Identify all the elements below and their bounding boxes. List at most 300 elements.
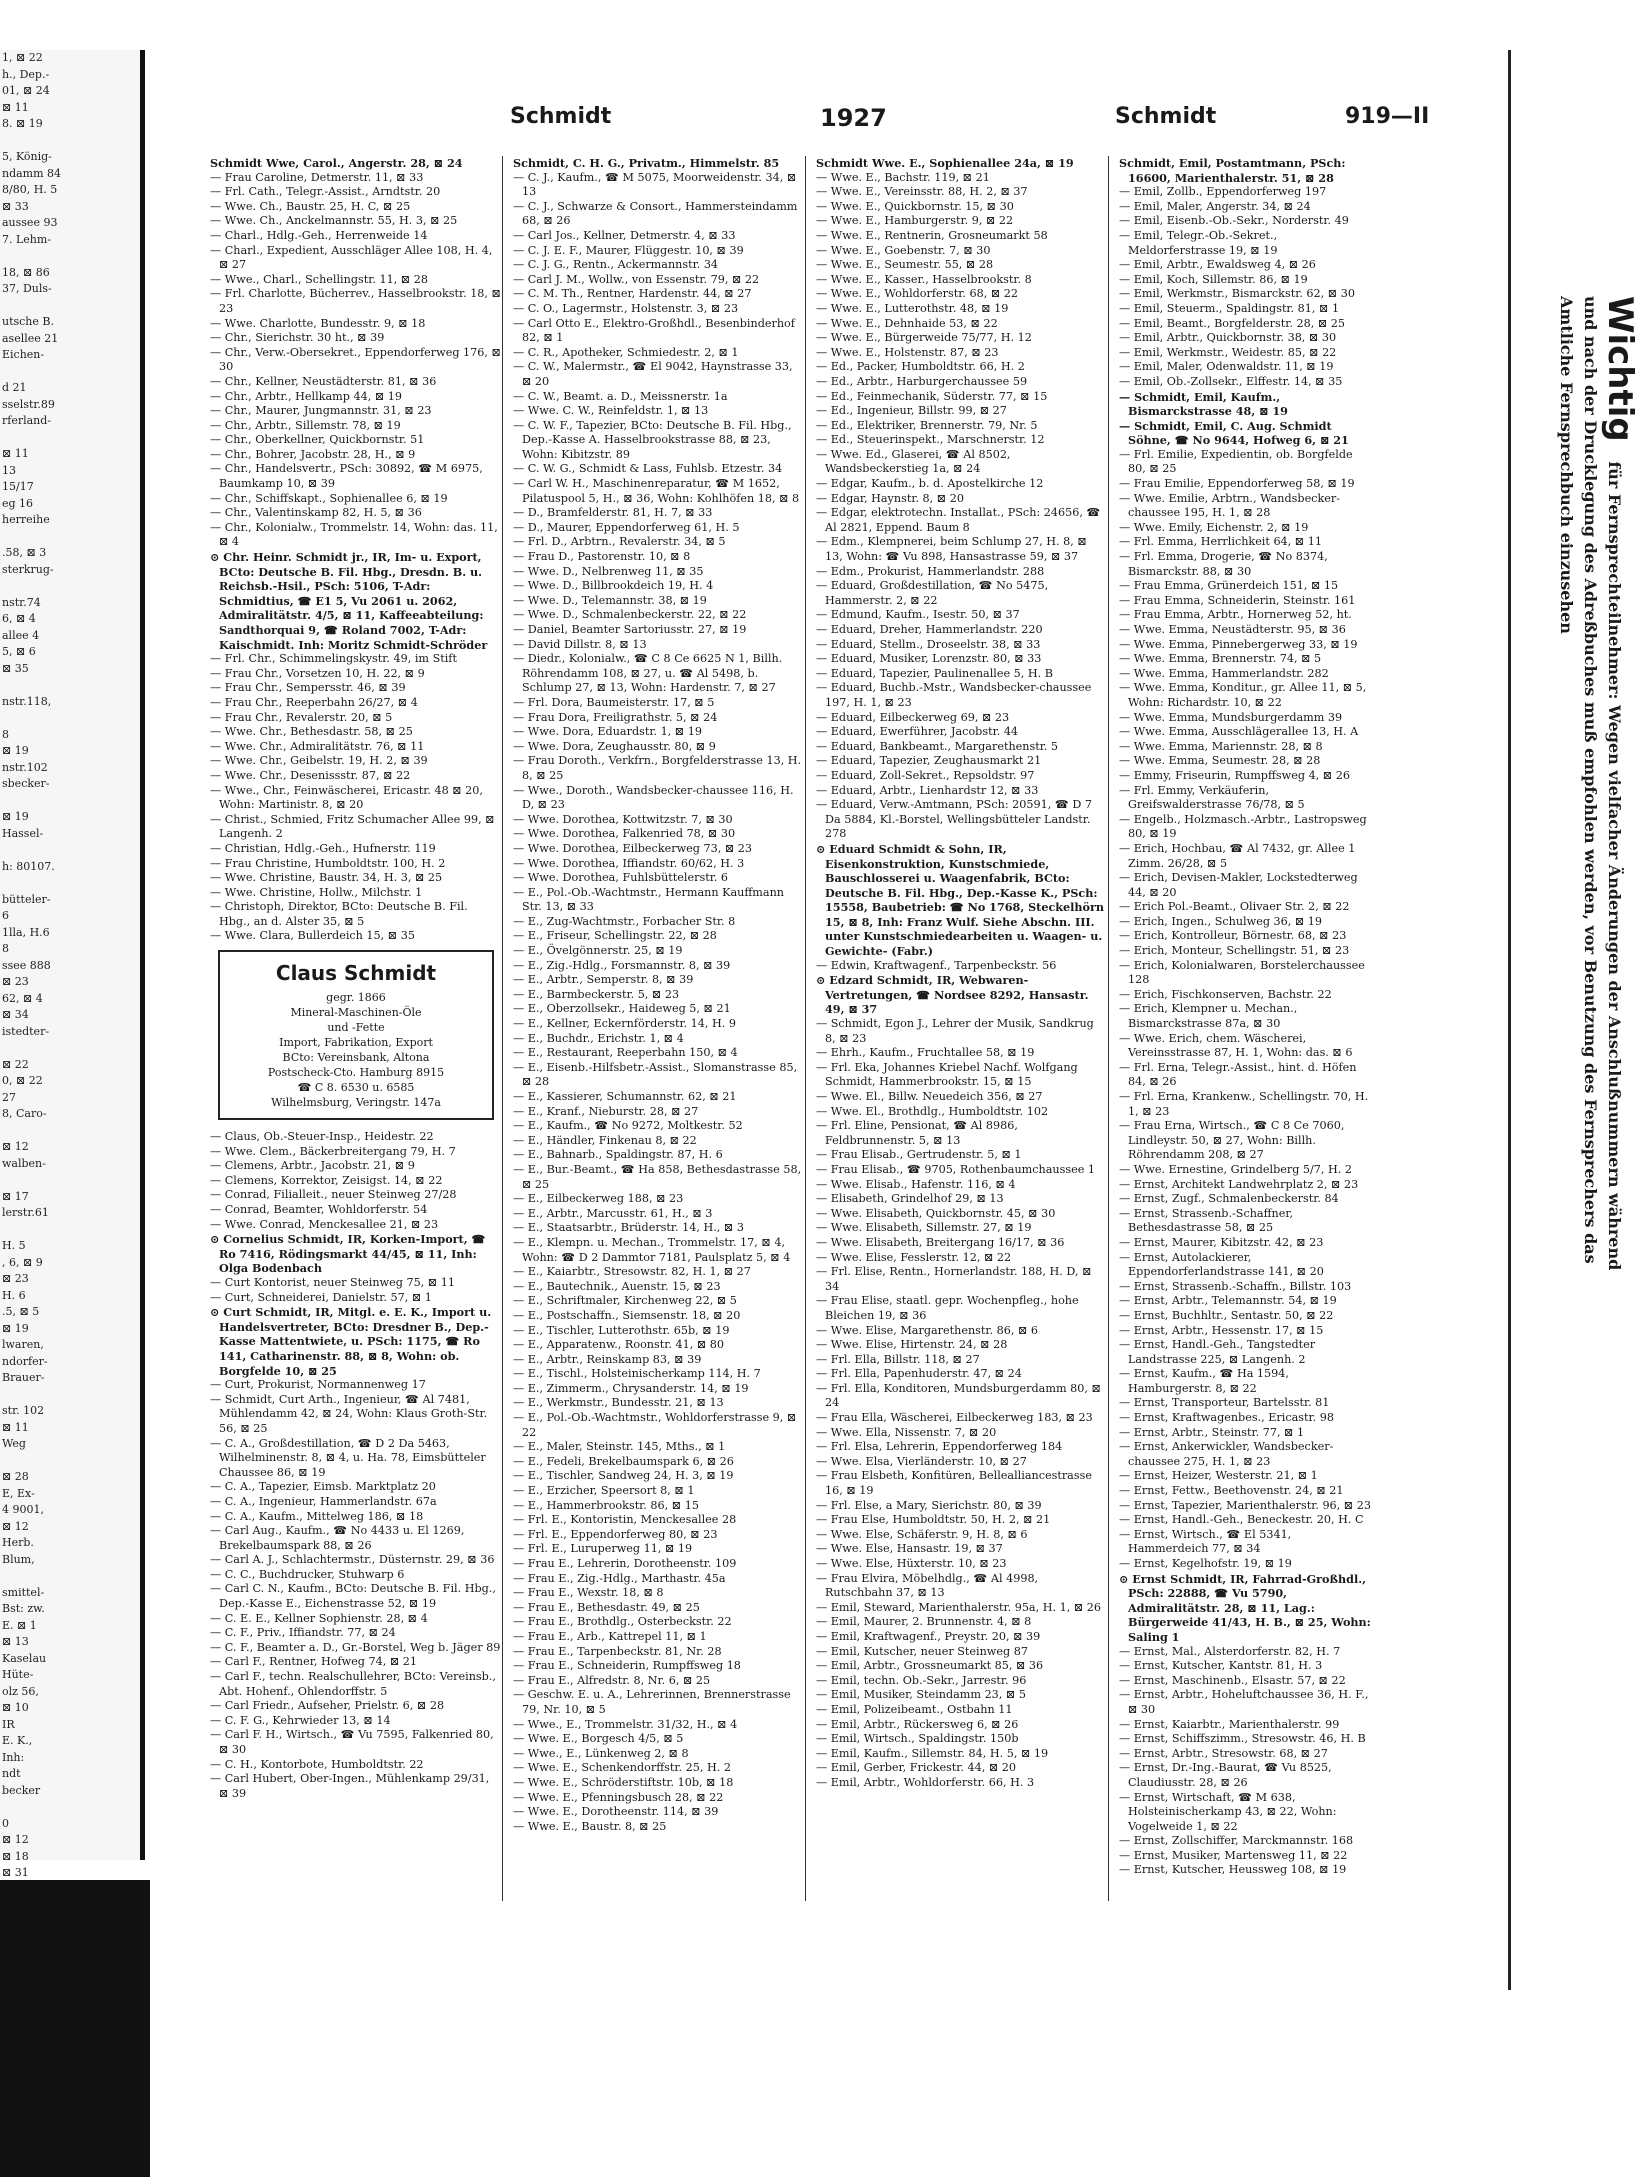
edge-fragment — [0, 1040, 140, 1057]
directory-entry: ⊙ Ernst Schmidt, IR, Fahrrad-Großhdl., PSch: 22888, ☎ Vu 5790, Admiralitätstr. 28, ⊠ 11, Lag.: Bürgerweide 41/43, H. B., ⊠ 25, Wohn: Saling 1 — [1119, 1571, 1371, 1644]
directory-entry: — Emil, Maler, Angerstr. 34, ⊠ 24 — [1119, 199, 1311, 213]
ad-line: und -Fette — [327, 1021, 385, 1035]
directory-entry: — Wwe. E., Wohldorferstr. 68, ⊠ 22 — [816, 287, 1018, 301]
directory-columns — [210, 156, 1440, 1916]
edge-fragment: ⊠ 18 — [2, 1849, 29, 1863]
directory-entry: — Ernst, Arbtr., Steinstr. 77, ⊠ 1 — [1119, 1425, 1305, 1439]
directory-entry: — Wwe. Ella, Nissenstr. 7, ⊠ 20 — [816, 1425, 997, 1439]
directory-entry: — Frl. D., Arbtrn., Revalerstr. 34, ⊠ 5 — [513, 535, 726, 549]
edge-fragment: ⊠ 19 — [2, 810, 29, 823]
directory-entry: — Frau Dora, Freiligrathstr. 5, ⊠ 24 — [513, 710, 718, 724]
directory-entry: — E., Zimmerm., Chrysanderstr. 14, ⊠ 19 — [513, 1381, 749, 1395]
edge-fragment: ⊠ 12 — [2, 1833, 29, 1846]
edge-fragment: .5, ⊠ 5 — [2, 1305, 40, 1318]
directory-entry: ⊙ Chr. Heinr. Schmidt jr., IR, Im- u. Export, BCto: Deutsche B. Fil. Hbg., Dresdn. B. u. Reichsb.-Hsil., PSch: 5106, T-Adr: Schmidtius, ☎ E1 5, Vu 2061 u. 2062, Admiralitätstr. 4/5, ⊠ 11, Kaffeeabteilung: Sandthorquai 9, ☎ Roland 7002, T-Adr: Kaischmidt. Inh: Moritz Schmidt-Schröder — [210, 550, 488, 652]
directory-entry: — Frau Elise, staatl. gepr. Wochenpfleg., hohe Bleichen 19, ⊠ 36 — [816, 1294, 1079, 1322]
directory-entry: — C. C., Buchdrucker, Stuhwarp 6 — [210, 1567, 405, 1581]
directory-entry: — Wwe. Emma, Brennerstr. 74, ⊠ 5 — [1119, 652, 1322, 666]
scan-border — [0, 1880, 150, 2177]
directory-entry: — Wwe. E., Schröderstiftstr. 10b, ⊠ 18 — [513, 1775, 734, 1789]
edge-fragment: ⊠ 17 — [2, 1189, 29, 1203]
edge-fragment: Bst: zw. — [2, 1602, 45, 1615]
directory-entry: — Wwe. E., Pfenningsbusch 28, ⊠ 22 — [513, 1790, 724, 1804]
directory-entry: — Schmidt, Curt Arth., Ingenieur, ☎ Al 7481, Mühlendamm 42, ⊠ 24, Wohn: Klaus Groth-Str. 56, ⊠ 25 — [210, 1392, 488, 1435]
edge-fragment: h: 80107. — [2, 859, 55, 873]
directory-entry: — Wwe. Ch., Baustr. 25, H. C, ⊠ 25 — [210, 199, 411, 213]
directory-entry: — E., Restaurant, Reeperbahn 150, ⊠ 4 — [513, 1046, 738, 1060]
directory-entry: — E., Maler, Steinstr. 145, Mths., ⊠ 1 — [513, 1440, 726, 1454]
directory-entry: — Emil, Arbtr., Quickbornstr. 38, ⊠ 30 — [1119, 331, 1337, 345]
directory-entry: — Frau Elisab., ☎ 9705, Rothenbaumchaussee 1 — [816, 1162, 1095, 1176]
directory-entry: — Emil, Wirtsch., Spaldingstr. 150b — [816, 1732, 1019, 1746]
directory-entry: — Frau Chr., Revalerstr. 20, ⊠ 5 — [210, 710, 393, 724]
directory-entry: — E., Arbtr., Semperstr. 8, ⊠ 39 — [513, 973, 694, 987]
directory-entry: — Erich, Kolonialwaren, Borstelerchaussee 128 — [1119, 958, 1365, 987]
directory-entry: — Chr., Verw.-Obersekret., Eppendorferweg 176, ⊠ 30 — [210, 345, 501, 374]
edge-fragment: 1lla, H.6 — [2, 925, 50, 939]
edge-fragment: ⊠ 33 — [2, 199, 29, 213]
directory-entry: — Wwe. Elise, Fesslerstr. 12, ⊠ 22 — [816, 1250, 1012, 1264]
edge-fragment: H. 6 — [2, 1288, 26, 1302]
edge-fragment — [0, 298, 140, 315]
directory-entry: — Wwe. E., Quickbornstr. 15, ⊠ 30 — [816, 199, 1014, 213]
directory-entry: — Ernst, Arbtr., Stresowstr. 68, ⊠ 27 — [1119, 1746, 1328, 1760]
directory-entry: — Ernst, Musiker, Martensweg 11, ⊠ 22 — [1119, 1848, 1348, 1862]
directory-entry: — Ed., Elektriker, Brennerstr. 79, Nr. 5 — [816, 418, 1038, 432]
directory-entry: — Eduard, Ewerführer, Jacobstr. 44 — [816, 725, 1019, 739]
directory-entry: — Eduard, Arbtr., Lienhardstr 12, ⊠ 33 — [816, 783, 1039, 797]
directory-entry: — Frau Elsbeth, Konfitüren, Bellealliancestrasse 16, ⊠ 19 — [816, 1469, 1092, 1498]
edge-fragment: ⊠ 23 — [2, 1272, 29, 1285]
directory-entry: — E., Eilbeckerweg 188, ⊠ 23 — [513, 1192, 684, 1206]
directory-entry: — Frl. E., Luruperweg 11, ⊠ 19 — [513, 1542, 693, 1556]
directory-entry: — Frl. Erna, Krankenw., Schellingstr. 70, H. 1, ⊠ 23 — [1119, 1090, 1369, 1118]
directory-entry: — Wwe. Chr., Bethesdastr. 58, ⊠ 25 — [210, 725, 413, 739]
directory-entry: — Curt, Prokurist, Normannenweg 17 — [210, 1378, 426, 1392]
edge-fragment: allee 4 — [2, 628, 40, 642]
directory-entry: — Ernst, Fettw., Beethovenstr. 24, ⊠ 21 — [1119, 1484, 1344, 1498]
directory-entry: — Wwe. Christine, Hollw., Milchstr. 1 — [210, 885, 423, 899]
ad-line: BCto: Vereinsbank, Altona — [282, 1051, 430, 1065]
directory-entry: — Frl. Emilie, Expedientin, ob. Borgfelde 80, ⊠ 25 — [1119, 447, 1353, 476]
edge-fragment: ⊠ 12 — [2, 1140, 29, 1153]
directory-entry: — Wwe. Clara, Bullerdeich 15, ⊠ 35 — [210, 929, 415, 943]
directory-entry: — Frau E., Brothdlg., Osterbeckstr. 22 — [513, 1615, 732, 1629]
directory-entry: — Erich, Monteur, Schellingstr. 51, ⊠ 23 — [1119, 944, 1350, 958]
edge-fragment: sselstr.89 — [2, 397, 55, 411]
directory-entry: — Ernst, Kaiarbtr., Marienthalerstr. 99 — [1119, 1717, 1340, 1731]
directory-entry: — Frl. Elise, Rentn., Hornerlandstr. 188, H. D, ⊠ 34 — [816, 1265, 1092, 1293]
directory-entry: — Frl. Cath., Telegr.-Assist., Arndtstr. 20 — [210, 185, 441, 199]
directory-entry: — Wwe. Charlotte, Bundesstr. 9, ⊠ 18 — [210, 316, 426, 330]
directory-entry: — Wwe. Else, Hansastr. 19, ⊠ 37 — [816, 1542, 1003, 1556]
directory-entry: — Wwe. Emma, Ausschlägerallee 13, H. A — [1119, 725, 1359, 739]
directory-entry: — Wwe. Dorothea, Iffiandstr. 60/62, H. 3 — [513, 856, 745, 870]
directory-entry: — E., Barmbeckerstr. 5, ⊠ 23 — [513, 987, 680, 1001]
directory-entry: — Ed., Feinmechanik, Süderstr. 77, ⊠ 15 — [816, 389, 1048, 403]
directory-entry: — Emil, Polizeibeamt., Ostbahn 11 — [816, 1702, 1013, 1716]
directory-entry: — Wwe. Ed., Glaserei, ☎ Al 8502, Wandsbeckerstieg 1a, ⊠ 24 — [816, 447, 1011, 476]
directory-entry: — Ernst, Maschinenb., Elsastr. 57, ⊠ 22 — [1119, 1673, 1346, 1687]
directory-entry: — Wwe. E., Schenkendorffstr. 25, H. 2 — [513, 1761, 731, 1775]
directory-entry: — Chr., Bohrer, Jacobstr. 28, H., ⊠ 9 — [210, 447, 416, 461]
directory-entry: — Erich, Hochbau, ☎ Al 7432, gr. Allee 1 Zimm. 26/28, ⊠ 5 — [1119, 841, 1356, 870]
directory-entry: — Ernst, Transporteur, Bartelsstr. 81 — [1119, 1396, 1330, 1410]
directory-entry: ⊙ Edzard Schmidt, IR, Webwaren-Vertretungen, ☎ Nordsee 8292, Hansastr. 49, ⊠ 37 — [816, 973, 1089, 1017]
directory-entry: — Schmidt, Egon J., Lehrer der Musik, Sandkrug 8, ⊠ 23 — [816, 1017, 1094, 1045]
directory-entry: — Clemens, Korrektor, Zeisigst. 14, ⊠ 22 — [210, 1173, 443, 1187]
directory-entry: — Emil, Ob.-Zollsekr., Elffestr. 14, ⊠ 35 — [1119, 374, 1343, 388]
directory-entry: — Wwe. Emilie, Arbtrn., Wandsbecker-chaussee 195, H. 1, ⊠ 28 — [1119, 491, 1340, 520]
directory-entry: — Frau E., Zig.-Hdlg., Marthastr. 45a — [513, 1571, 726, 1585]
directory-entry: — Ernst, Arbtr., Telemannstr. 54, ⊠ 19 — [1119, 1294, 1337, 1308]
edge-fragment: 4 9001, — [2, 1503, 44, 1516]
directory-entry: — Wwe. El., Billw. Neuedeich 356, ⊠ 27 — [816, 1090, 1043, 1103]
ad-title: Claus Schmidt — [275, 961, 437, 986]
edge-fragment — [0, 1222, 140, 1239]
directory-entry: — Curt Kontorist, neuer Steinweg 75, ⊠ 11 — [210, 1276, 455, 1289]
directory-entry: — Wwe. C. W., Reinfeldstr. 1, ⊠ 13 — [513, 404, 709, 418]
edge-fragment: Blum, — [2, 1552, 35, 1566]
directory-entry: — Ernst, Handl.-Geh., Tangstedter Landstrasse 225, ⊠ Langenh. 2 — [1119, 1338, 1316, 1366]
edge-fragment — [0, 133, 140, 150]
directory-entry: — C. A., Ingenieur, Hammerlandstr. 67a — [210, 1494, 437, 1508]
edge-fragment: Herb. — [2, 1536, 34, 1549]
directory-entry: Schmidt Wwe, Carol., Angerstr. 28, ⊠ 24 — [210, 156, 463, 170]
edge-fragment: ⊠ 19 — [2, 1321, 29, 1335]
directory-entry: — Christ., Schmied, Fritz Schumacher Allee 99, ⊠ Langenh. 2 — [210, 812, 495, 841]
directory-entry: — Wwe. E., Hamburgerstr. 9, ⊠ 22 — [816, 214, 1014, 228]
directory-entry: Schmidt, Emil, Postamtmann, PSch: 16600, Marienthalerstr. 51, ⊠ 28 — [1119, 156, 1346, 185]
directory-entry: — D., Maurer, Eppendorferweg 61, H. 5 — [513, 520, 740, 534]
directory-entry: — E., Pol.-Ob.-Wachtmstr., Hermann Kauffmann Str. 13, ⊠ 33 — [513, 885, 784, 914]
directory-entry: — Wwe. D., Schmalenbeckerstr. 22, ⊠ 22 — [513, 608, 747, 622]
directory-entry: — Wwe. Elise, Hirtenstr. 24, ⊠ 28 — [816, 1338, 1008, 1352]
edge-fragment — [0, 710, 140, 727]
directory-entry: Schmidt, C. H. G., Privatm., Himmelstr. 85 — [513, 156, 780, 170]
edge-fragment: 1, ⊠ 22 — [2, 51, 43, 64]
directory-entry: — Chr., Maurer, Jungmannstr. 31, ⊠ 23 — [210, 404, 432, 418]
directory-entry: — E., Kaiarbtr., Stresowstr. 82, H. 1, ⊠ 27 — [513, 1265, 751, 1279]
directory-entry: — E., Övelgönnerstr. 25, ⊠ 19 — [513, 944, 683, 958]
directory-entry: — E., Tischler, Sandweg 24, H. 3, ⊠ 19 — [513, 1469, 734, 1483]
directory-entry: — E., Kaufm., ☎ No 9272, Moltkestr. 52 — [513, 1119, 743, 1133]
directory-entry: — Frau E., Alfredstr. 8, Nr. 6, ⊠ 25 — [513, 1673, 711, 1687]
edge-fragment: 37, Duls- — [2, 282, 52, 295]
edge-fragment: istedter- — [2, 1024, 50, 1038]
directory-entry: Schmidt Wwe. E., Sophienallee 24a, ⊠ 19 — [816, 156, 1074, 170]
directory-entry: — Edmund, Kaufm., Isestr. 50, ⊠ 37 — [816, 608, 1020, 622]
directory-entry: — C. F. G., Kehrwieder 13, ⊠ 14 — [210, 1713, 391, 1727]
directory-entry: — C. H., Kontorbote, Humboldtstr. 22 — [210, 1757, 424, 1771]
directory-entry: — Frau Christine, Humboldtstr. 100, H. 2 — [210, 856, 446, 870]
directory-entry: — Frau Caroline, Detmerstr. 11, ⊠ 33 — [210, 170, 424, 184]
directory-entry: ⊙ Eduard Schmidt & Sohn, IR, Eisenkonstruktion, Kunstschmiede, Bauschlosserei u. Waagenfabrik, BCto: Deutsche B. Fil. Hbg., Dep.-Kasse K., PSch: 15558, Baubetrieb: ☎ No 1768, Steckelhörn 15, ⊠ 8, Inh: Franz Wulf. Siehe Abschn. III. unter Kunstschmiedearbeiten u. Waagen- u. Gewichte- (Fabr.) — [816, 841, 1105, 959]
edge-fragment — [0, 529, 140, 546]
directory-entry: — C. J., Kaufm., ☎ M 5075, Moorweidenstr. 34, ⊠ 13 — [513, 170, 797, 199]
directory-entry: — Wwe. E., Lutterothstr. 48, ⊠ 19 — [816, 301, 1009, 315]
book-spine — [140, 50, 145, 1860]
directory-entry: — Frl. Elsa, Lehrerin, Eppendorferweg 184 — [816, 1440, 1063, 1454]
directory-entry: — Carl Hubert, Ober-Ingen., Mühlenkamp 29/31, ⊠ 39 — [210, 1772, 490, 1800]
directory-entry: — Edgar, elektrotechn. Installat., PSch: 24656, ☎ Al 2821, Eppend. Baum 8 — [816, 506, 1101, 534]
directory-entry: — E., Kranf., Nieburstr. 28, ⊠ 27 — [513, 1104, 699, 1118]
directory-entry: — Frau E., Arb., Kattrepel 11, ⊠ 1 — [513, 1629, 707, 1643]
directory-entry: — Wwe. Emma, Konditur., gr. Allee 11, ⊠ 5, Wohn: Richardstr. 10, ⊠ 22 — [1119, 681, 1367, 709]
directory-entry: — Chr., Arbtr., Hellkamp 44, ⊠ 19 — [210, 389, 402, 403]
directory-entry: — Edgar, Kaufm., b. d. Apostelkirche 12 — [816, 477, 1044, 491]
directory-entry: — Wwe. Elisabeth, Breitergang 16/17, ⊠ 36 — [816, 1235, 1065, 1249]
directory-entry: — Ernst, Kaufm., ☎ Ha 1594, Hamburgerstr. 8, ⊠ 22 — [1119, 1367, 1289, 1395]
directory-entry: — E., Buchdr., Erichstr. 1, ⊠ 4 — [513, 1031, 684, 1045]
directory-entry: — Eduard, Stellm., Droseelstr. 38, ⊠ 33 — [816, 637, 1041, 651]
directory-entry: — Wwe. Emma, Mariennstr. 28, ⊠ 8 — [1119, 739, 1323, 753]
ad-line: Import, Fabrikation, Export — [279, 1036, 433, 1050]
edge-fragment: ndt — [2, 1767, 21, 1780]
directory-entry: — Wwe. D., Telemannstr. 38, ⊠ 19 — [513, 593, 707, 607]
directory-entry: — Frl. Eka, Johannes Kriebel Nachf. Wolfgang Schmidt, Hammerbrookstr. 15, ⊠ 15 — [816, 1060, 1078, 1089]
directory-entry: — Wwe. Christine, Baustr. 34, H. 3, ⊠ 25 — [210, 871, 443, 885]
edge-fragment: E. ⊠ 1 — [2, 1618, 37, 1632]
edge-fragment: ⊠ 34 — [2, 1008, 29, 1021]
edge-fragment: aussee 93 — [2, 216, 58, 229]
edge-fragment: smittel- — [2, 1585, 45, 1599]
directory-entry: — Emil, Kaufm., Sillemstr. 84, H. 5, ⊠ 19 — [816, 1746, 1049, 1760]
edge-fragment: nstr.118, — [2, 694, 52, 708]
directory-entry: — Wwe. Dorothea, Eilbeckerweg 73, ⊠ 23 — [513, 841, 752, 855]
directory-entry: — E., Arbtr., Marcusstr. 61, H., ⊠ 3 — [513, 1206, 713, 1220]
directory-entry: — Wwe. Elisabeth, Sillemstr. 27, ⊠ 19 — [816, 1221, 1032, 1235]
directory-entry: — Emil, Beamt., Borgfelderstr. 28, ⊠ 25 — [1119, 316, 1345, 330]
directory-entry: — Wwe. E., Vereinsstr. 88, H. 2, ⊠ 37 — [816, 185, 1028, 199]
directory-entry: — E., Schriftmaler, Kirchenweg 22, ⊠ 5 — [513, 1294, 737, 1308]
header-right-name: Schmidt — [1115, 104, 1217, 129]
directory-entry: — Emil, Kraftwagenf., Preystr. 20, ⊠ 39 — [816, 1629, 1041, 1643]
directory-entry: — C. W. F., Tapezier, BCto: Deutsche B. Fil. Hbg., Dep.-Kasse A. Hasselbrookstrasse 88, ⊠ 23, Wohn: Kibitzstr. 89 — [513, 418, 792, 461]
edge-fragment: 7. Lehm- — [2, 232, 52, 246]
directory-entry: — Emil, techn. Ob.-Sekr., Jarrestr. 96 — [816, 1673, 1027, 1687]
column-1-entries-a — [210, 156, 502, 944]
directory-entry: — Emil, Arbtr., Rückersweg 6, ⊠ 26 — [816, 1717, 1019, 1731]
directory-entry: — Ernst, Arbtr., Hoheluftchaussee 36, H. F., ⊠ 30 — [1119, 1688, 1369, 1716]
edge-fragment: Brauer- — [2, 1371, 45, 1384]
directory-entry: — Wwe. Dorothea, Falkenried 78, ⊠ 30 — [513, 827, 736, 841]
directory-entry: — Eduard, Dreher, Hammerlandstr. 220 — [816, 623, 1043, 636]
directory-entry: — E., Staatsarbtr., Brüderstr. 14, H., ⊠ 3 — [513, 1221, 744, 1235]
directory-entry: — Emil, Maler, Odenwaldstr. 11, ⊠ 19 — [1119, 360, 1334, 374]
directory-entry: — Ernst, Wirtschaft, ☎ M 638, Holsteinischerkamp 43, ⊠ 22, Wohn: Vogelweide 1, ⊠ 22 — [1119, 1790, 1337, 1833]
directory-entry: — Claus, Ob.-Steuer-Insp., Heidestr. 22 — [210, 1130, 434, 1144]
directory-entry: — E., Werkmstr., Bundesstr. 21, ⊠ 13 — [513, 1396, 724, 1410]
directory-entry: — E., Bur.-Beamt., ☎ Ha 858, Bethesdastrasse 58, ⊠ 25 — [513, 1162, 802, 1191]
header-left-name: Schmidt — [510, 104, 612, 129]
edge-fragment: ⊠ 10 — [2, 1701, 29, 1714]
directory-entry: — Eduard, Musiker, Lorenzstr. 80, ⊠ 33 — [816, 652, 1042, 666]
directory-entry: — Frau E., Schneiderin, Rumpffsweg 18 — [513, 1659, 741, 1673]
column-4-entries — [1119, 156, 1371, 1878]
ad-line: ☎ C 8. 6530 u. 6585 — [297, 1081, 415, 1095]
directory-entry: — Wwe. Elsa, Vierländerstr. 10, ⊠ 27 — [816, 1454, 1027, 1468]
directory-entry: — Emil, Werkmstr., Weidestr. 85, ⊠ 22 — [1119, 345, 1337, 359]
directory-entry: — Emil, Maurer, 2. Brunnenstr. 4, ⊠ 8 — [816, 1615, 1032, 1629]
edge-fragment: olz 56, — [2, 1684, 39, 1698]
directory-entry: — C. W., Malermstr., ☎ El 9042, Haynstrasse 33, ⊠ 20 — [513, 360, 793, 388]
directory-entry: — Chr., Oberkellner, Quickbornstr. 51 — [210, 433, 425, 447]
edge-fragment: h., Dep.- — [2, 67, 50, 81]
directory-entry: — Ernst, Heizer, Westerstr. 21, ⊠ 1 — [1119, 1469, 1318, 1483]
directory-entry: — Ernst, Maurer, Kibitzstr. 42, ⊠ 23 — [1119, 1235, 1324, 1249]
edge-fragment: Kaselau — [2, 1651, 47, 1665]
directory-entry: — Carl Otto E., Elektro-Großhdl., Besenbinderhof 82, ⊠ 1 — [513, 316, 795, 345]
edge-fragment: bütteler- — [2, 892, 51, 906]
edge-fragment — [0, 248, 140, 265]
directory-entry: — Frl. Eline, Pensionat, ☎ Al 8986, Feldbrunnenstr. 5, ⊠ 13 — [816, 1119, 1018, 1147]
directory-entry: — Frl. Ella, Konditoren, Mundsburgerdamm 80, ⊠ 24 — [816, 1381, 1101, 1410]
directory-entry: — Ernst, Schiffszimm., Stresowstr. 46, H. B — [1119, 1732, 1366, 1746]
edge-fragment: ⊠ 31 — [2, 1866, 29, 1879]
edge-fragment: becker — [2, 1783, 41, 1797]
directory-entry: — C. R., Apotheker, Schmiedestr. 2, ⊠ 1 — [513, 345, 739, 359]
directory-entry: — Wwe. E., Rentnerin, Grosneumarkt 58 — [816, 228, 1048, 242]
directory-entry: — Carl F. H., Wirtsch., ☎ Vu 7595, Falkenried 80, ⊠ 30 — [210, 1728, 494, 1756]
directory-entry: — Wwe. E., Borgesch 4/5, ⊠ 5 — [513, 1732, 684, 1746]
directory-entry: — Emil, Arbtr., Wohldorferstr. 66, H. 3 — [816, 1775, 1035, 1789]
edge-fragment: 6, ⊠ 4 — [2, 612, 36, 625]
directory-entry: — D., Bramfelderstr. 81, H. 7, ⊠ 33 — [513, 506, 713, 520]
directory-entry: — Wwe. El., Brothdlg., Humboldtstr. 102 — [816, 1104, 1049, 1118]
edge-fragment: 0, ⊠ 22 — [2, 1074, 43, 1087]
directory-entry: — Engelb., Holzmasch.-Arbtr., Lastropsweg 80, ⊠ 19 — [1119, 812, 1367, 841]
directory-entry: — E., Kassierer, Schumannstr. 62, ⊠ 21 — [513, 1090, 737, 1103]
directory-entry: — E., Händler, Finkenau 8, ⊠ 22 — [513, 1133, 697, 1147]
directory-entry: — Ed., Ingenieur, Billstr. 99, ⊠ 27 — [816, 404, 1007, 418]
edge-fragment: 13 — [2, 463, 16, 477]
directory-entry: — Wwe. Chr., Admiralitätstr. 76, ⊠ 11 — [210, 739, 425, 753]
directory-entry: — Ernst, Dr.-Ing.-Baurat, ☎ Vu 8525, Claudiusstr. 28, ⊠ 26 — [1119, 1761, 1332, 1789]
edge-fragment: d 21 — [2, 381, 27, 394]
directory-entry: — Carl A. J., Schlachtermstr., Düsternstr. 29, ⊠ 36 — [210, 1553, 495, 1567]
directory-entry: — Wwe. E., Holstenstr. 87, ⊠ 23 — [816, 345, 999, 359]
edge-fragment — [0, 677, 140, 694]
directory-entry: — Emil, Musiker, Steindamm 23, ⊠ 5 — [816, 1688, 1026, 1702]
edge-fragment: , 6, ⊠ 9 — [2, 1255, 43, 1269]
directory-entry: — Frau Chr., Sempersstr. 46, ⊠ 39 — [210, 681, 406, 695]
directory-entry: — Emil, Telegr.-Ob.-Sekret., Meldorferstrasse 19, ⊠ 19 — [1119, 228, 1278, 257]
directory-entry: — Frau Chr., Vorsetzen 10, H. 22, ⊠ 9 — [210, 666, 425, 680]
directory-entry: — Emil, Koch, Sillemstr. 86, ⊠ 19 — [1119, 272, 1308, 286]
edge-fragment: 8/80, H. 5 — [2, 183, 58, 196]
directory-entry: — Emil, Kutscher, neuer Steinweg 87 — [816, 1644, 1028, 1658]
directory-page — [150, 56, 1640, 1936]
directory-entry: — Wwe., E., Trommelstr. 31/32, H., ⊠ 4 — [513, 1717, 738, 1731]
edge-fragment — [0, 430, 140, 447]
directory-entry: — C. M. Th., Rentner, Hardenstr. 44, ⊠ 27 — [513, 287, 752, 301]
edge-fragment: IR — [2, 1717, 15, 1731]
edge-fragment: utsche B. — [2, 315, 54, 328]
ad-line: Postscheck-Cto. Hamburg 8915 — [267, 1066, 445, 1080]
edge-fragment: H. 5 — [2, 1239, 26, 1252]
directory-entry: — E., Klempn. u. Mechan., Trommelstr. 17, ⊠ 4, Wohn: ☎ D 2 Dammtor 7181, Paulsplatz 5, ⊠ 4 — [513, 1235, 791, 1264]
directory-entry: — C. W. G., Schmidt & Lass, Fuhlsb. Etzestr. 34 — [513, 462, 783, 476]
edge-fragment — [0, 875, 140, 892]
directory-entry: — E., Oberzollsekr., Haideweg 5, ⊠ 21 — [513, 1002, 731, 1016]
column-4 — [1119, 156, 1371, 1901]
directory-entry: — Wwe. E., Kasser., Hasselbrookstr. 8 — [816, 272, 1032, 286]
directory-entry: — Frl. Charlotte, Bücherrev., Hasselbrookstr. 18, ⊠ 23 — [210, 287, 501, 315]
edge-fragment: lwaren, — [2, 1338, 44, 1351]
page-header — [210, 104, 1490, 138]
directory-entry: — Carl Jos., Kellner, Detmerstr. 4, ⊠ 33 — [513, 228, 736, 242]
directory-entry: — Eduard, Eilbeckerweg 69, ⊠ 23 — [816, 710, 1010, 724]
directory-entry: — Frau Emilie, Eppendorferweg 58, ⊠ 19 — [1119, 477, 1355, 491]
directory-entry: — Charl., Expedient, Ausschläger Allee 108, H. 4, ⊠ 27 — [210, 243, 493, 272]
directory-entry: — Wwe. Elisabeth, Quickbornstr. 45, ⊠ 30 — [816, 1206, 1056, 1220]
edge-fragment: lerstr.61 — [2, 1206, 49, 1219]
directory-entry: — Carl W. H., Maschinenreparatur, ☎ M 1652, Pilatuspool 5, H., ⊠ 36, Wohn: Kohlhöfen 18, ⊠ 8 — [513, 477, 800, 505]
column-1-entries-b — [210, 1130, 502, 1801]
directory-entry: — Erich, Klempner u. Mechan., Bismarckstrasse 87a, ⊠ 30 — [1119, 1002, 1298, 1031]
edge-fragment: nstr.74 — [2, 595, 41, 609]
directory-entry: — Carl Aug., Kaufm., ☎ No 4433 u. El 1269, Brekelbaumspark 88, ⊠ 26 — [210, 1524, 465, 1552]
directory-entry: — Frl. Ella, Papenhuderstr. 47, ⊠ 24 — [816, 1367, 1022, 1381]
edge-fragment: 01, ⊠ 24 — [2, 84, 50, 97]
directory-entry: — Eduard, Großdestillation, ☎ No 5475, Hammerstr. 2, ⊠ 22 — [816, 579, 1049, 607]
directory-entry: — Charl., Hdlg.-Geh., Herrenweide 14 — [210, 228, 428, 242]
directory-entry: — Frau Elisab., Gertrudenstr. 5, ⊠ 1 — [816, 1148, 1022, 1162]
directory-entry: — E., Postschaffn., Siemsenstr. 18, ⊠ 20 — [513, 1308, 741, 1322]
edge-fragment: rferland- — [2, 414, 52, 427]
directory-entry: — Wwe. Emma, Seumestr. 28, ⊠ 28 — [1119, 754, 1321, 768]
edge-fragment: 18, ⊠ 86 — [2, 265, 50, 279]
page-edge-rule — [1508, 50, 1511, 1990]
directory-entry: — Wwe. E., Goebenstr. 7, ⊠ 30 — [816, 243, 991, 257]
notice-text: für Fernsprechteilnehmer: Wegen vielfacher Änderungen der Anschlußnummern während und nach der Drucklegung des Adreßbuches muß empfohlen werden, vor Benutzung des Fernsprechers das Amtliche Fernsprechbuch einzusehen — [1557, 296, 1624, 1271]
directory-entry: — Ernst, Tapezier, Marienthalerstr. 96, ⊠ 23 — [1119, 1498, 1371, 1512]
directory-entry: — Wwe. D., Billbrookdeich 19, H. 4 — [513, 579, 714, 593]
directory-entry: — Erich, Ingen., Schulweg 36, ⊠ 19 — [1119, 914, 1323, 928]
directory-entry: — Ernst, Mal., Alsterdorferstr. 82, H. 7 — [1119, 1644, 1341, 1658]
edge-fragment — [0, 1172, 140, 1189]
column-1 — [210, 156, 503, 1901]
edge-fragment: 8 — [2, 727, 9, 741]
directory-entry: — Ernst, Strassenb.-Schaffn., Billstr. 103 — [1119, 1279, 1352, 1293]
directory-entry: — Frl. Emma, Herrlichkeit 64, ⊠ 11 — [1119, 535, 1322, 549]
header-year: 1927 — [820, 104, 887, 132]
edge-fragment: 5, König- — [2, 150, 52, 163]
directory-entry: — Schmidt, Emil, C. Aug. Schmidt Söhne, ☎ No 9644, Hofweg 6, ⊠ 21 — [1119, 418, 1349, 448]
directory-entry: — David Dillstr. 8, ⊠ 13 — [513, 637, 647, 651]
directory-entry: — Frl. E., Eppendorferweg 80, ⊠ 23 — [513, 1527, 718, 1541]
directory-entry: — Carl C. N., Kaufm., BCto: Deutsche B. Fil. Hbg., Dep.-Kasse E., Eichenstrasse 52, ⊠ 19 — [210, 1582, 496, 1611]
directory-entry: — Emil, Steward, Marienthalerstr. 95a, H. 1, ⊠ 26 — [816, 1600, 1101, 1614]
edge-fragment: nstr.102 — [2, 760, 48, 774]
notice-title: Wichtig — [1600, 296, 1640, 442]
ad-line: Wilhelmsburg, Veringstr. 147a — [271, 1096, 441, 1110]
directory-entry: — Carl F., techn. Realschullehrer, BCto: Vereinsb., Abt. Hohenf., Ohlendorffstr. 5 — [210, 1670, 496, 1698]
column-3-entries — [816, 156, 1108, 1791]
advertisement-box — [218, 950, 494, 1120]
directory-entry: — Clemens, Arbtr., Jacobstr. 21, ⊠ 9 — [210, 1159, 415, 1173]
directory-entry: — Diedr., Kolonialw., ☎ C 8 Ce 6625 N 1, Billh. Röhrendamm 108, ⊠ 27, u. ☎ Al 5498, b. Schlump 27, ⊠ 13, Wohn: Hardenstr. 7, ⊠ 27 — [513, 652, 783, 695]
directory-entry: — Eduard, Zoll-Sekret., Repsoldstr. 97 — [816, 768, 1035, 782]
directory-entry: — Daniel, Beamter Sartoriusstr. 27, ⊠ 19 — [513, 623, 747, 636]
directory-entry: — E., Hammerbrookstr. 86, ⊠ 15 — [513, 1498, 699, 1512]
directory-entry: — Wwe. Emma, Mundsburgerdamm 39 — [1119, 710, 1343, 724]
directory-entry: — Frl. E., Kontoristin, Menckesallee 28 — [513, 1513, 737, 1527]
directory-entry: — Ed., Arbtr., Harburgerchaussee 59 — [816, 374, 1028, 388]
directory-entry: — Frau D., Pastorenstr. 10, ⊠ 8 — [513, 550, 691, 564]
edge-fragment: ndamm 84 — [2, 166, 62, 180]
